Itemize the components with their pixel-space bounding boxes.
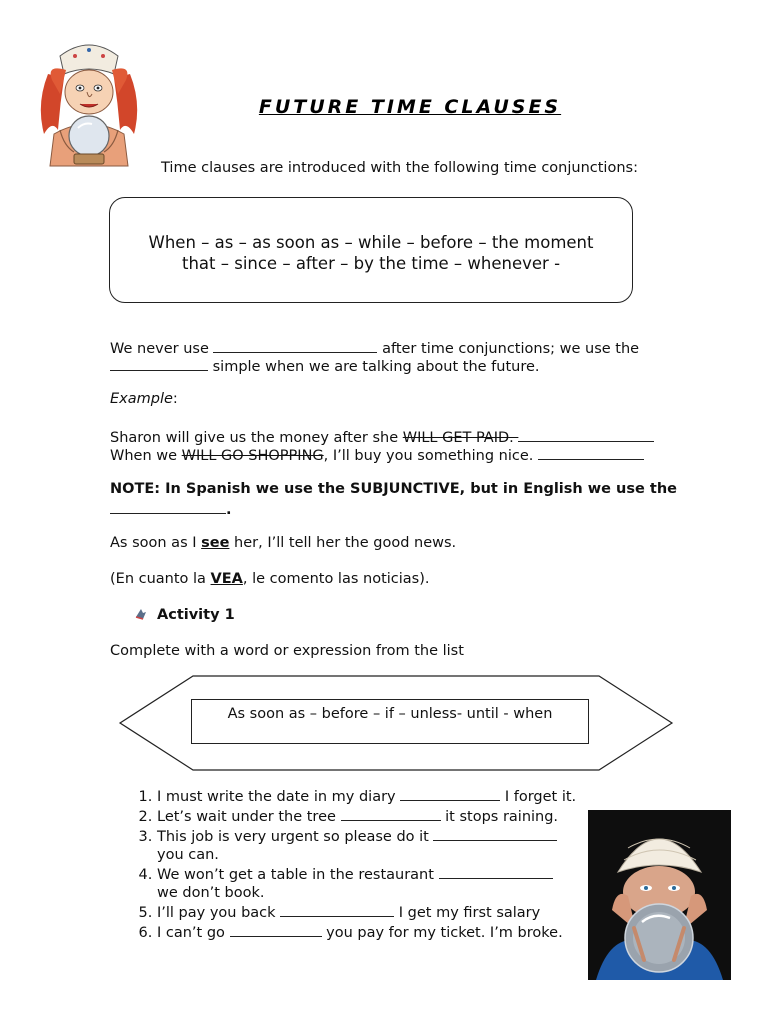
conjunctions-line-1: When – as – as soon as – while – before – the moment (148, 233, 594, 252)
example-label (110, 391, 178, 407)
rule-text-c: simple when we are talking about the future. (212, 359, 540, 375)
note-end: . (226, 502, 232, 518)
exercise-blank[interactable] (230, 922, 322, 937)
sample-spanish (110, 571, 430, 587)
fortune-teller-cartoon-icon (30, 34, 148, 174)
example-1-text: Sharon will give us the money after she (110, 430, 403, 446)
exercise-item: 4. We won’t get a table in the restaurant we don’t book. (157, 864, 627, 902)
exercise-blank[interactable] (341, 806, 441, 821)
exercise-blank[interactable] (433, 826, 557, 841)
sample-en-a: As soon as I (110, 535, 202, 551)
example-1-blank[interactable] (518, 427, 654, 442)
sample-es-verb: VEA (210, 571, 243, 587)
exercise-blank[interactable] (400, 786, 500, 801)
intro-text: Time clauses are introduced with the following time conjunctions: (161, 160, 638, 176)
conjunctions-line-2: that – since – after – by the time – whenever - (181, 254, 561, 273)
rule-text-b: after time conjunctions; we use the (382, 341, 640, 357)
rule-blank-1[interactable] (213, 338, 377, 353)
rule-line-1 (110, 338, 639, 357)
note-line: NOTE: In Spanish we use the SUBJUNCTIVE, but in English we use the (110, 481, 677, 497)
crystal-ball-seer-icon (588, 810, 731, 980)
exercise-item: 5. I’ll pay you back I get my first salary (157, 902, 627, 922)
exercise-blank[interactable] (280, 902, 394, 917)
activity-bullet-icon (134, 607, 148, 621)
example-label-text: Example (110, 391, 173, 407)
exercise-item: 6. I can’t go you pay for my ticket. I’m broke. (157, 922, 627, 942)
rule-blank-2[interactable] (110, 356, 208, 371)
note-blank-line (110, 499, 232, 518)
exercise-blank[interactable] (439, 864, 553, 879)
example-sentence-2 (110, 445, 644, 464)
sample-english (110, 535, 456, 551)
activity-instruction: Complete with a word or expression from the list (110, 643, 464, 659)
sample-es-b: , le comento las noticias). (242, 571, 430, 587)
note-blank[interactable] (110, 499, 226, 514)
rule-line-2 (110, 356, 540, 375)
example-2-text-a: When we (110, 448, 182, 464)
exercise-list (110, 786, 627, 942)
word-list: As soon as – before – if – unless- until - when (227, 706, 553, 722)
rule-text-a: We never use (110, 341, 209, 357)
exercise-item: 2. Let’s wait under the tree it stops raining. (157, 806, 627, 826)
sample-en-verb: see (201, 535, 230, 551)
page-title: FUTURE TIME CLAUSES (258, 96, 562, 118)
exercise-item: 1. I must write the date in my diary I forget it. (157, 786, 627, 806)
example-2-strike: WILL GO SHOPPING (181, 448, 324, 464)
sample-en-b: her, I’ll tell her the good news. (229, 535, 457, 551)
activity-label: Activity 1 (157, 607, 235, 623)
exercise-item: 3. This job is very urgent so please do it you can. (157, 826, 627, 864)
sample-es-a: (En cuanto la (110, 571, 211, 587)
example-2-blank[interactable] (538, 445, 644, 460)
example-sentence-1 (110, 427, 654, 446)
example-colon: : (172, 391, 178, 407)
example-1-strike: WILL GET PAID. (402, 430, 519, 446)
example-2-text-b: , I’ll buy you something nice. (323, 448, 534, 464)
conjunctions-text (118, 232, 624, 274)
